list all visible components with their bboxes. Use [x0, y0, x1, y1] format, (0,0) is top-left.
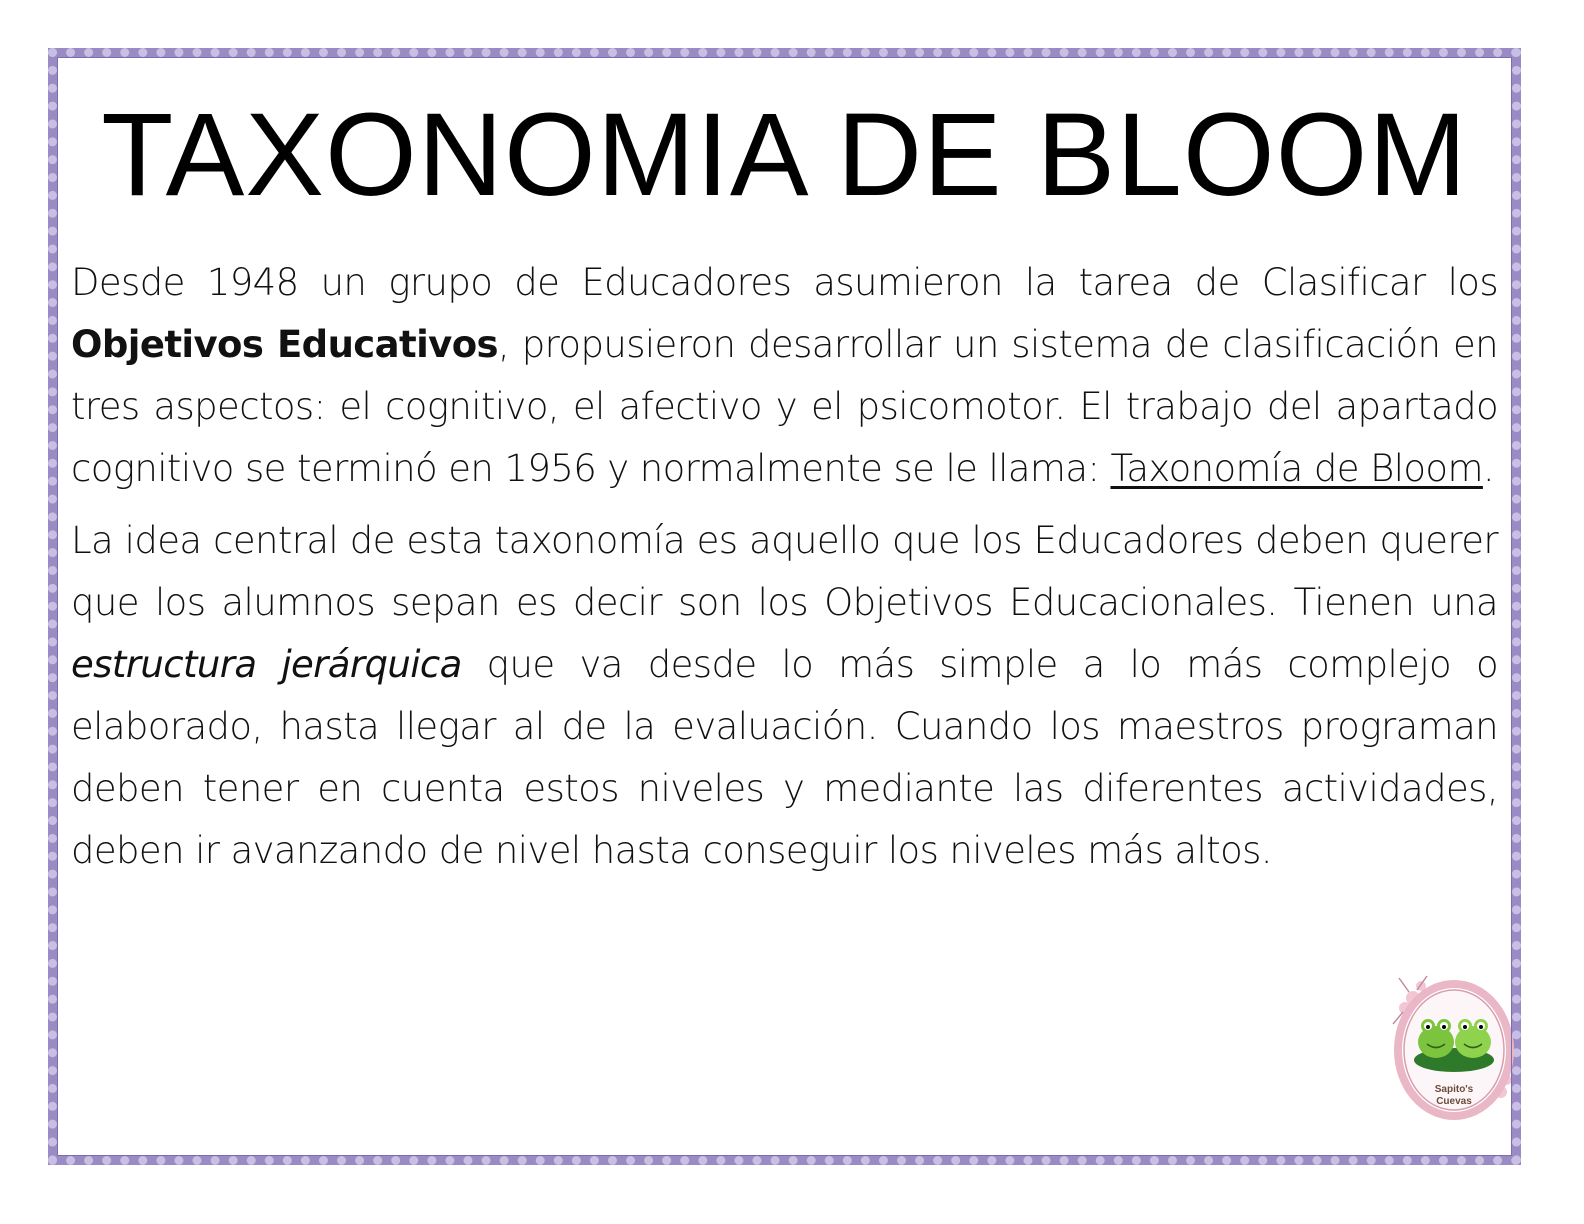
paragraph-1-text-b: , propusieron desarrollar un sistema de clasificación en tres aspectos: el cognitivo, el afectivo y el psicomotor. El trabajo del apartado cognitivo se terminó en 1956 y normalmente se le llama:	[71, 323, 1498, 490]
paragraph-1-text-c: .	[1482, 447, 1495, 490]
estructura-jerarquica-term: estructura jerárquica	[71, 643, 462, 686]
paragraph-central-idea	[71, 510, 1498, 882]
sapitos-cuevas-logo	[1391, 972, 1517, 1122]
body-text	[71, 252, 1498, 892]
objetivos-educativos-term: Objetivos Educativos	[71, 323, 498, 366]
paragraph-2-text-b: que va desde lo más simple a lo más complejo o elaborado, hasta llegar al de la evaluación. Cuando los maestros programan deben tener en cuenta estos niveles y mediante las diferentes actividades, deben ir avanzando de nivel hasta conseguir los niveles más altos.	[71, 643, 1499, 872]
paragraph-1-text-a: Desde 1948 un grupo de Educadores asumieron la tarea de Clasificar los	[71, 261, 1498, 304]
paragraph-2-text-a: La idea central de esta taxonomía es aquello que los Educadores deben querer que los alumnos sepan es decir son los Objetivos Educacionales. Tienen una	[71, 519, 1498, 624]
decorative-border-frame	[48, 48, 1521, 1165]
page-title: TAXONOMIA DE BLOOM	[101, 89, 1468, 221]
taxonomia-de-bloom-term: Taxonomía de Bloom	[1110, 447, 1483, 490]
svg-text:Sapito's: Sapito's	[1434, 1084, 1474, 1095]
paragraph-history	[71, 252, 1498, 500]
svg-text:Cuevas: Cuevas	[1436, 1096, 1472, 1107]
